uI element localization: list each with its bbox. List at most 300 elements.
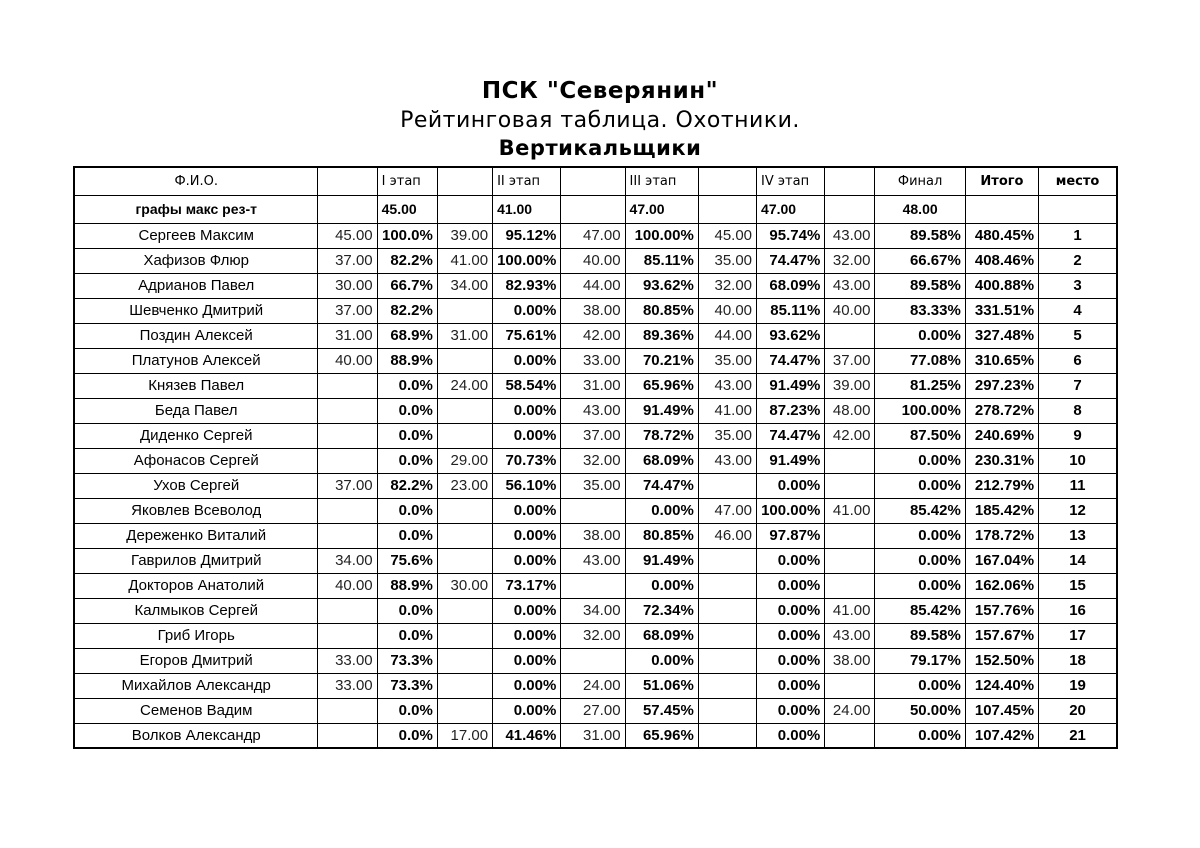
final-percent: 89.58%	[875, 273, 965, 298]
table-row	[74, 723, 1117, 748]
table-row	[74, 673, 1117, 698]
stage3-percent: 91.49%	[625, 548, 698, 573]
stage1-percent: 0.0%	[377, 623, 437, 648]
stage1-percent: 82.2%	[377, 248, 437, 273]
stage2-percent: 0.00%	[493, 348, 561, 373]
max-blank	[561, 195, 625, 223]
final-percent: 0.00%	[875, 548, 965, 573]
stage3-score: 44.00	[561, 273, 625, 298]
stage3-percent: 70.21%	[625, 348, 698, 373]
stage2-percent: 58.54%	[493, 373, 561, 398]
final-percent: 0.00%	[875, 473, 965, 498]
final-percent: 81.25%	[875, 373, 965, 398]
stage4-percent: 93.62%	[757, 323, 825, 348]
place-number: 16	[1039, 598, 1117, 623]
place-number: 7	[1039, 373, 1117, 398]
stage3-score: 42.00	[561, 323, 625, 348]
stage1-percent: 0.0%	[377, 373, 437, 398]
header-blank	[825, 167, 875, 195]
final-percent: 66.67%	[875, 248, 965, 273]
final-score	[825, 523, 875, 548]
stage1-percent: 0.0%	[377, 448, 437, 473]
stage3-percent: 0.00%	[625, 648, 698, 673]
stage1-score	[318, 448, 377, 473]
header-blank	[561, 167, 625, 195]
stage1-percent: 66.7%	[377, 273, 437, 298]
table-row	[74, 273, 1117, 298]
stage1-percent: 88.9%	[377, 573, 437, 598]
participant-name: Князев Павел	[74, 373, 318, 398]
table-row	[74, 523, 1117, 548]
stage1-percent: 82.2%	[377, 473, 437, 498]
final-score: 48.00	[825, 398, 875, 423]
stage4-score: 46.00	[698, 523, 756, 548]
total-percent: 408.46%	[965, 248, 1038, 273]
stage1-score: 37.00	[318, 248, 377, 273]
stage2-score	[437, 673, 492, 698]
final-score	[825, 548, 875, 573]
stage1-score	[318, 523, 377, 548]
table-row	[74, 598, 1117, 623]
stage1-score	[318, 498, 377, 523]
participant-name: Хафизов Флюр	[74, 248, 318, 273]
stage2-percent: 73.17%	[493, 573, 561, 598]
header-name: Ф.И.О.	[74, 167, 318, 195]
stage1-score	[318, 623, 377, 648]
stage1-score	[318, 698, 377, 723]
table-row	[74, 498, 1117, 523]
stage4-score	[698, 648, 756, 673]
stage4-percent: 100.00%	[757, 498, 825, 523]
total-percent: 162.06%	[965, 573, 1038, 598]
header-stage2: II этап	[493, 167, 561, 195]
stage2-percent: 82.93%	[493, 273, 561, 298]
place-number: 13	[1039, 523, 1117, 548]
final-score: 40.00	[825, 298, 875, 323]
stage2-percent: 0.00%	[493, 523, 561, 548]
stage1-score	[318, 723, 377, 748]
final-score	[825, 673, 875, 698]
total-percent: 124.40%	[965, 673, 1038, 698]
place-number: 21	[1039, 723, 1117, 748]
stage2-percent: 75.61%	[493, 323, 561, 348]
stage2-percent: 0.00%	[493, 673, 561, 698]
stage1-score	[318, 423, 377, 448]
final-score: 37.00	[825, 348, 875, 373]
stage4-percent: 91.49%	[757, 448, 825, 473]
category-title: Вертикальщики	[498, 136, 702, 160]
table-row	[74, 348, 1117, 373]
stage2-score	[437, 623, 492, 648]
stage1-percent: 82.2%	[377, 298, 437, 323]
participant-name: Платунов Алексей	[74, 348, 318, 373]
stage2-percent: 0.00%	[493, 648, 561, 673]
table-row	[74, 648, 1117, 673]
stage1-score	[318, 373, 377, 398]
final-percent: 0.00%	[875, 448, 965, 473]
stage2-score	[437, 348, 492, 373]
stage4-score: 47.00	[698, 498, 756, 523]
stage4-score	[698, 698, 756, 723]
stage2-score	[437, 648, 492, 673]
participant-name: Поздин Алексей	[74, 323, 318, 348]
rating-table	[73, 166, 1118, 749]
stage2-score	[437, 523, 492, 548]
stage2-percent: 0.00%	[493, 298, 561, 323]
max-stage1: 45.00	[377, 195, 437, 223]
header-stage1: I этап	[377, 167, 437, 195]
place-number: 8	[1039, 398, 1117, 423]
participant-name: Беда Павел	[74, 398, 318, 423]
stage1-percent: 0.0%	[377, 523, 437, 548]
stage3-percent: 100.00%	[625, 223, 698, 248]
stage4-percent: 68.09%	[757, 273, 825, 298]
stage4-percent: 87.23%	[757, 398, 825, 423]
stage2-percent: 0.00%	[493, 623, 561, 648]
final-score	[825, 448, 875, 473]
max-blank	[1039, 195, 1117, 223]
stage1-percent: 0.0%	[377, 398, 437, 423]
final-percent: 0.00%	[875, 323, 965, 348]
stage2-score	[437, 598, 492, 623]
header-stage3: III этап	[625, 167, 698, 195]
stage1-score: 45.00	[318, 223, 377, 248]
stage3-percent: 65.96%	[625, 373, 698, 398]
stage3-score: 40.00	[561, 248, 625, 273]
stage3-score: 27.00	[561, 698, 625, 723]
stage1-percent: 75.6%	[377, 548, 437, 573]
final-percent: 0.00%	[875, 723, 965, 748]
place-number: 6	[1039, 348, 1117, 373]
stage3-score	[561, 573, 625, 598]
stage3-percent: 65.96%	[625, 723, 698, 748]
max-blank	[965, 195, 1038, 223]
stage1-score: 40.00	[318, 348, 377, 373]
stage3-percent: 74.47%	[625, 473, 698, 498]
stage3-percent: 91.49%	[625, 398, 698, 423]
place-number: 17	[1039, 623, 1117, 648]
stage3-percent: 80.85%	[625, 523, 698, 548]
place-number: 5	[1039, 323, 1117, 348]
stage2-score: 34.00	[437, 273, 492, 298]
stage4-score: 35.00	[698, 423, 756, 448]
stage4-percent: 0.00%	[757, 548, 825, 573]
final-score: 32.00	[825, 248, 875, 273]
stage2-percent: 100.00%	[493, 248, 561, 273]
participant-name: Диденко Сергей	[74, 423, 318, 448]
stage3-score: 31.00	[561, 723, 625, 748]
final-percent: 79.17%	[875, 648, 965, 673]
participant-name: Афонасов Сергей	[74, 448, 318, 473]
stage2-score: 31.00	[437, 323, 492, 348]
document-subtitle: Рейтинговая таблица. Охотники.	[400, 108, 800, 133]
stage3-score: 24.00	[561, 673, 625, 698]
final-percent: 87.50%	[875, 423, 965, 448]
total-percent: 240.69%	[965, 423, 1038, 448]
stage3-score: 32.00	[561, 448, 625, 473]
final-percent: 0.00%	[875, 673, 965, 698]
stage2-score: 24.00	[437, 373, 492, 398]
stage2-percent: 95.12%	[493, 223, 561, 248]
stage1-percent: 73.3%	[377, 673, 437, 698]
stage2-score	[437, 298, 492, 323]
final-score: 43.00	[825, 223, 875, 248]
stage4-score	[698, 723, 756, 748]
stage3-percent: 89.36%	[625, 323, 698, 348]
stage2-percent: 56.10%	[493, 473, 561, 498]
participant-name: Семенов Вадим	[74, 698, 318, 723]
stage4-score: 43.00	[698, 373, 756, 398]
final-percent: 0.00%	[875, 573, 965, 598]
stage2-score: 30.00	[437, 573, 492, 598]
table-row	[74, 473, 1117, 498]
stage4-percent: 91.49%	[757, 373, 825, 398]
stage4-score	[698, 548, 756, 573]
table-row	[74, 423, 1117, 448]
stage4-percent: 74.47%	[757, 348, 825, 373]
place-number: 10	[1039, 448, 1117, 473]
stage1-percent: 68.9%	[377, 323, 437, 348]
place-number: 4	[1039, 298, 1117, 323]
place-number: 18	[1039, 648, 1117, 673]
stage4-score: 35.00	[698, 348, 756, 373]
stage3-percent: 68.09%	[625, 448, 698, 473]
total-percent: 107.42%	[965, 723, 1038, 748]
final-score: 42.00	[825, 423, 875, 448]
stage2-percent: 0.00%	[493, 548, 561, 573]
final-percent: 100.00%	[875, 398, 965, 423]
stage2-percent: 0.00%	[493, 598, 561, 623]
total-percent: 278.72%	[965, 398, 1038, 423]
stage2-score	[437, 498, 492, 523]
stage2-percent: 41.46%	[493, 723, 561, 748]
stage4-score: 40.00	[698, 298, 756, 323]
stage2-percent: 70.73%	[493, 448, 561, 473]
header-stage4: IV этап	[757, 167, 825, 195]
stage1-percent: 0.0%	[377, 723, 437, 748]
final-percent: 50.00%	[875, 698, 965, 723]
place-number: 19	[1039, 673, 1117, 698]
stage4-percent: 0.00%	[757, 698, 825, 723]
final-score: 41.00	[825, 498, 875, 523]
max-blank	[698, 195, 756, 223]
stage2-score: 17.00	[437, 723, 492, 748]
table-row	[74, 323, 1117, 348]
header-place: место	[1039, 167, 1117, 195]
final-score: 24.00	[825, 698, 875, 723]
total-percent: 331.51%	[965, 298, 1038, 323]
stage2-percent: 0.00%	[493, 398, 561, 423]
final-score	[825, 573, 875, 598]
place-number: 2	[1039, 248, 1117, 273]
table-row	[74, 573, 1117, 598]
participant-name: Адрианов Павел	[74, 273, 318, 298]
stage1-percent: 0.0%	[377, 698, 437, 723]
stage2-score	[437, 548, 492, 573]
place-number: 1	[1039, 223, 1117, 248]
place-number: 11	[1039, 473, 1117, 498]
total-percent: 167.04%	[965, 548, 1038, 573]
max-stage4: 47.00	[757, 195, 825, 223]
total-percent: 400.88%	[965, 273, 1038, 298]
participant-name: Волков Александр	[74, 723, 318, 748]
stage4-score: 44.00	[698, 323, 756, 348]
header-blank	[437, 167, 492, 195]
header-total: Итого	[965, 167, 1038, 195]
final-score: 38.00	[825, 648, 875, 673]
max-result-row	[74, 195, 1117, 223]
place-number: 20	[1039, 698, 1117, 723]
stage4-score	[698, 673, 756, 698]
final-score	[825, 723, 875, 748]
stage3-percent: 57.45%	[625, 698, 698, 723]
header-blank	[698, 167, 756, 195]
stage3-score: 34.00	[561, 598, 625, 623]
final-percent: 89.58%	[875, 223, 965, 248]
table-row	[74, 298, 1117, 323]
total-percent: 157.76%	[965, 598, 1038, 623]
stage4-percent: 0.00%	[757, 473, 825, 498]
stage4-score	[698, 598, 756, 623]
stage1-score: 37.00	[318, 298, 377, 323]
stage2-score: 39.00	[437, 223, 492, 248]
stage1-score: 37.00	[318, 473, 377, 498]
stage4-percent: 0.00%	[757, 598, 825, 623]
total-percent: 152.50%	[965, 648, 1038, 673]
participant-name: Шевченко Дмитрий	[74, 298, 318, 323]
stage2-score	[437, 423, 492, 448]
participant-name: Ухов Сергей	[74, 473, 318, 498]
participant-name: Сергеев Максим	[74, 223, 318, 248]
max-stage3: 47.00	[625, 195, 698, 223]
max-blank	[825, 195, 875, 223]
stage4-percent: 0.00%	[757, 723, 825, 748]
stage4-percent: 0.00%	[757, 673, 825, 698]
stage3-percent: 85.11%	[625, 248, 698, 273]
stage4-percent: 74.47%	[757, 248, 825, 273]
place-number: 3	[1039, 273, 1117, 298]
table-row	[74, 373, 1117, 398]
stage1-score: 33.00	[318, 673, 377, 698]
stage2-percent: 0.00%	[493, 423, 561, 448]
stage2-score: 41.00	[437, 248, 492, 273]
participant-name: Михайлов Александр	[74, 673, 318, 698]
stage3-percent: 0.00%	[625, 573, 698, 598]
final-percent: 0.00%	[875, 523, 965, 548]
stage3-percent: 72.34%	[625, 598, 698, 623]
stage1-score: 40.00	[318, 573, 377, 598]
stage2-score	[437, 698, 492, 723]
stage3-score: 47.00	[561, 223, 625, 248]
table-row	[74, 623, 1117, 648]
table-row	[74, 223, 1117, 248]
total-percent: 212.79%	[965, 473, 1038, 498]
stage3-percent: 0.00%	[625, 498, 698, 523]
stage4-score: 35.00	[698, 248, 756, 273]
stage4-percent: 97.87%	[757, 523, 825, 548]
stage3-score: 31.00	[561, 373, 625, 398]
final-score: 43.00	[825, 273, 875, 298]
stage1-score: 33.00	[318, 648, 377, 673]
stage4-score	[698, 473, 756, 498]
total-percent: 178.72%	[965, 523, 1038, 548]
table-row	[74, 448, 1117, 473]
final-score: 43.00	[825, 623, 875, 648]
place-number: 14	[1039, 548, 1117, 573]
stage3-score: 33.00	[561, 348, 625, 373]
stage2-score: 23.00	[437, 473, 492, 498]
max-blank	[437, 195, 492, 223]
stage3-score: 32.00	[561, 623, 625, 648]
stage1-score: 31.00	[318, 323, 377, 348]
final-score: 41.00	[825, 598, 875, 623]
stage4-score	[698, 573, 756, 598]
max-blank	[318, 195, 377, 223]
stage2-score: 29.00	[437, 448, 492, 473]
total-percent: 107.45%	[965, 698, 1038, 723]
total-percent: 327.48%	[965, 323, 1038, 348]
stage3-score: 43.00	[561, 548, 625, 573]
place-number: 12	[1039, 498, 1117, 523]
final-percent: 83.33%	[875, 298, 965, 323]
stage1-percent: 73.3%	[377, 648, 437, 673]
stage2-percent: 0.00%	[493, 698, 561, 723]
stage4-score: 43.00	[698, 448, 756, 473]
stage3-percent: 68.09%	[625, 623, 698, 648]
stage3-percent: 93.62%	[625, 273, 698, 298]
total-percent: 185.42%	[965, 498, 1038, 523]
table-row	[74, 398, 1117, 423]
participant-name: Дереженко Виталий	[74, 523, 318, 548]
total-percent: 480.45%	[965, 223, 1038, 248]
stage4-percent: 95.74%	[757, 223, 825, 248]
stage3-percent: 78.72%	[625, 423, 698, 448]
stage1-score: 34.00	[318, 548, 377, 573]
stage1-percent: 88.9%	[377, 348, 437, 373]
final-score	[825, 323, 875, 348]
final-percent: 89.58%	[875, 623, 965, 648]
total-percent: 310.65%	[965, 348, 1038, 373]
final-score: 39.00	[825, 373, 875, 398]
stage4-percent: 0.00%	[757, 623, 825, 648]
stage4-percent: 85.11%	[757, 298, 825, 323]
stage1-score	[318, 598, 377, 623]
participant-name: Гриб Игорь	[74, 623, 318, 648]
stage1-percent: 0.0%	[377, 498, 437, 523]
stage4-score: 41.00	[698, 398, 756, 423]
stage3-score	[561, 498, 625, 523]
stage3-score: 43.00	[561, 398, 625, 423]
final-score	[825, 473, 875, 498]
table-row	[74, 698, 1117, 723]
stage3-percent: 51.06%	[625, 673, 698, 698]
stage4-score: 32.00	[698, 273, 756, 298]
stage2-percent: 0.00%	[493, 498, 561, 523]
stage4-percent: 0.00%	[757, 648, 825, 673]
stage1-score	[318, 398, 377, 423]
stage1-percent: 0.0%	[377, 423, 437, 448]
final-percent: 85.42%	[875, 598, 965, 623]
stage3-score: 35.00	[561, 473, 625, 498]
stage4-percent: 0.00%	[757, 573, 825, 598]
table-row	[74, 248, 1117, 273]
total-percent: 297.23%	[965, 373, 1038, 398]
stage4-percent: 74.47%	[757, 423, 825, 448]
max-final: 48.00	[875, 195, 965, 223]
participant-name: Яковлев Всеволод	[74, 498, 318, 523]
stage1-percent: 100.0%	[377, 223, 437, 248]
stage3-score: 38.00	[561, 523, 625, 548]
